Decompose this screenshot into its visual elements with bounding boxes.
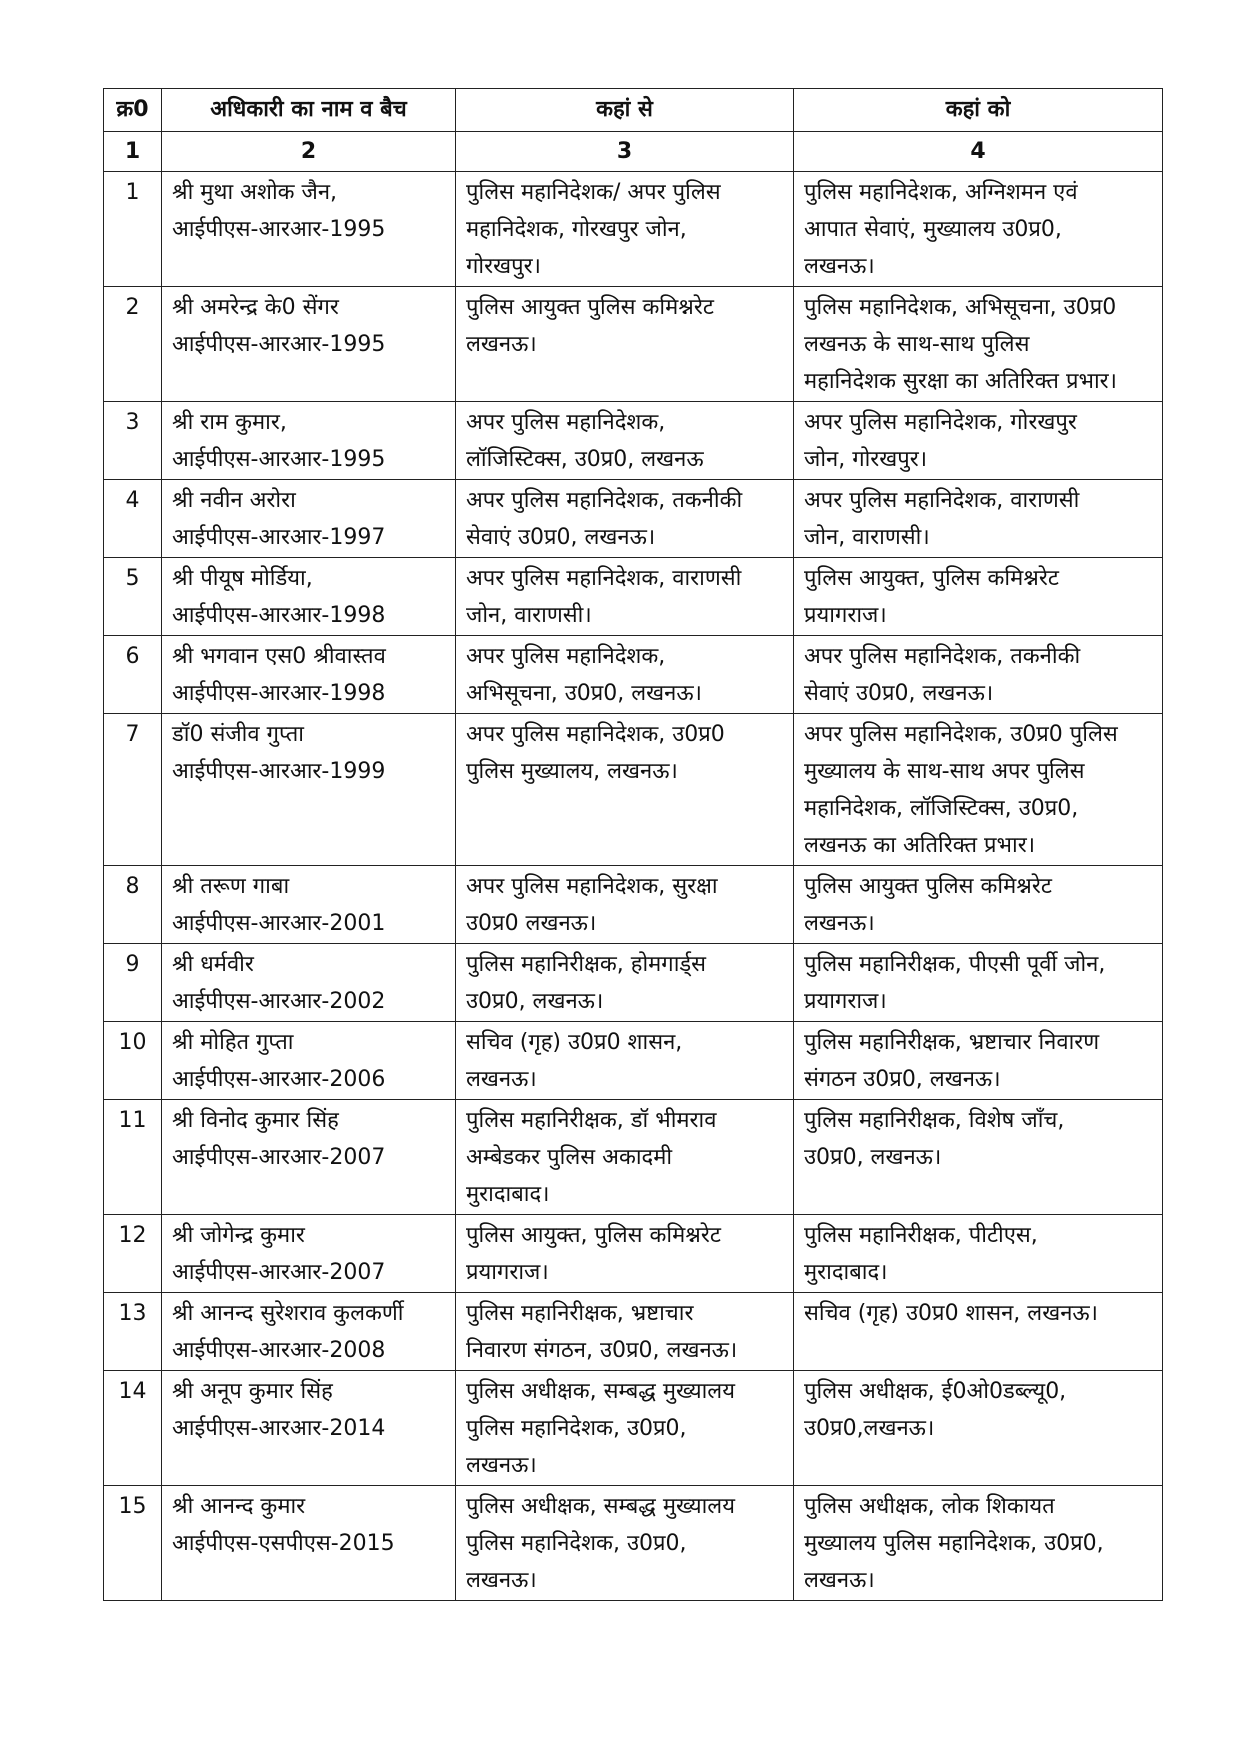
cell-text-line: अभिसूचना, उ0प्र0, लखनऊ।: [466, 681, 702, 706]
cell-text-line: प्रयागराज।: [804, 603, 887, 628]
officer-name-cell: [162, 866, 456, 944]
cell-text-line: आईपीएस-आरआर-1997: [172, 525, 386, 550]
document-page: [103, 88, 1162, 1601]
cell-text-line: श्री तरूण गाबा: [172, 874, 290, 899]
table-row: [104, 558, 1163, 636]
table-row: [104, 1371, 1163, 1486]
cell-text-line: पुलिस मुख्यालय, लखनऊ।: [466, 759, 678, 784]
cell-text-line: पुलिस आयुक्त पुलिस कमिश्नरेट: [804, 874, 1052, 899]
header-from: कहां से: [456, 89, 794, 132]
officer-name-cell: [162, 172, 456, 287]
cell-text-line: लॉजिस्टिक्स, उ0प्र0, लखनऊ: [466, 447, 704, 472]
from-posting-cell: [456, 1100, 794, 1215]
serial-number-cell: 14: [104, 1371, 162, 1486]
cell-text-line: महानिदेशक सुरक्षा का अतिरिक्त प्रभार।: [804, 369, 1117, 394]
from-posting-cell: [456, 714, 794, 866]
serial-number-cell: 2: [104, 287, 162, 402]
cell-text-line: उ0प्र0 लखनऊ।: [466, 911, 597, 936]
to-posting-cell: [794, 866, 1163, 944]
officer-name-cell: [162, 402, 456, 480]
table-row: [104, 480, 1163, 558]
header-row: [104, 89, 1163, 132]
from-posting-cell: [456, 480, 794, 558]
from-posting-cell: [456, 1215, 794, 1293]
cell-text-line: मुरादाबाद।: [804, 1260, 888, 1285]
cell-text-line: आईपीएस-आरआर-2007: [172, 1260, 386, 1285]
cell-text-line: लखनऊ के साथ-साथ पुलिस: [804, 332, 1030, 357]
from-posting-cell: [456, 866, 794, 944]
to-posting-cell: [794, 944, 1163, 1022]
officer-name-cell: [162, 714, 456, 866]
cell-text-line: डॉ0 संजीव गुप्ता: [172, 722, 304, 747]
cell-text-line: पुलिस महानिरीक्षक, पीटीएस,: [804, 1223, 1038, 1248]
cell-text-line: मुख्यालय के साथ-साथ अपर पुलिस: [804, 759, 1085, 784]
to-posting-cell: [794, 287, 1163, 402]
from-posting-cell: [456, 558, 794, 636]
from-posting-cell: [456, 402, 794, 480]
cell-text-line: श्री नवीन अरोरा: [172, 488, 296, 513]
cell-text-line: महानिदेशक, लॉजिस्टिक्स, उ0प्र0,: [804, 796, 1079, 821]
serial-number-cell: 7: [104, 714, 162, 866]
officer-name-cell: [162, 558, 456, 636]
cell-text-line: श्री आनन्द कुमार: [172, 1494, 306, 1519]
serial-number-cell: 10: [104, 1022, 162, 1100]
cell-text-line: श्री पीयूष मोर्डिया,: [172, 566, 313, 591]
column-number: 3: [456, 132, 794, 172]
to-posting-cell: [794, 558, 1163, 636]
cell-text-line: अपर पुलिस महानिदेशक,: [466, 644, 666, 669]
from-posting-cell: [456, 944, 794, 1022]
cell-text-line: लखनऊ।: [466, 1568, 537, 1593]
cell-text-line: पुलिस आयुक्त, पुलिस कमिश्नरेट: [466, 1223, 721, 1248]
officer-name-cell: [162, 1215, 456, 1293]
cell-text-line: आईपीएस-आरआर-2014: [172, 1416, 386, 1441]
cell-text-line: लखनऊ।: [466, 1067, 537, 1092]
to-posting-cell: [794, 1100, 1163, 1215]
to-posting-cell: [794, 1293, 1163, 1371]
cell-text-line: जोन, वाराणसी।: [804, 525, 930, 550]
cell-text-line: पुलिस आयुक्त, पुलिस कमिश्नरेट: [804, 566, 1059, 591]
cell-text-line: पुलिस महानिरीक्षक, पीएसी पूर्वी जोन,: [804, 952, 1106, 977]
officer-name-cell: [162, 287, 456, 402]
officer-name-cell: [162, 1100, 456, 1215]
to-posting-cell: [794, 402, 1163, 480]
from-posting-cell: [456, 287, 794, 402]
table-row: [104, 1486, 1163, 1601]
table-row: [104, 1293, 1163, 1371]
cell-text-line: अपर पुलिस महानिदेशक, वाराणसी: [466, 566, 742, 591]
cell-text-line: जोन, गोरखपुर।: [804, 447, 928, 472]
from-posting-cell: [456, 1022, 794, 1100]
from-posting-cell: [456, 172, 794, 287]
cell-text-line: उ0प्र0, लखनऊ।: [804, 1145, 942, 1170]
cell-text-line: पुलिस महानिरीक्षक, भ्रष्टाचार निवारण: [804, 1030, 1100, 1055]
cell-text-line: अपर पुलिस महानिदेशक, उ0प्र0: [466, 722, 725, 747]
serial-number-cell: 3: [104, 402, 162, 480]
column-number: 1: [104, 132, 162, 172]
from-posting-cell: [456, 1293, 794, 1371]
table-row: [104, 1100, 1163, 1215]
table-row: [104, 1215, 1163, 1293]
serial-number-cell: 9: [104, 944, 162, 1022]
cell-text-line: आईपीएस-आरआर-2008: [172, 1338, 386, 1363]
cell-text-line: उ0प्र0, लखनऊ।: [466, 989, 604, 1014]
cell-text-line: प्रयागराज।: [804, 989, 887, 1014]
header-to: कहां को: [794, 89, 1163, 132]
cell-text-line: पुलिस महानिरीक्षक, भ्रष्टाचार: [466, 1301, 694, 1326]
header-serial-number: क्र0: [104, 89, 162, 132]
cell-text-line: अपर पुलिस महानिदेशक, वाराणसी: [804, 488, 1080, 513]
serial-number-cell: 15: [104, 1486, 162, 1601]
cell-text-line: पुलिस अधीक्षक, सम्बद्ध मुख्यालय: [466, 1379, 735, 1404]
cell-text-line: गोरखपुर।: [466, 254, 541, 279]
table-row: [104, 287, 1163, 402]
table-row: [104, 944, 1163, 1022]
cell-text-line: आईपीएस-आरआर-2007: [172, 1145, 386, 1170]
to-posting-cell: [794, 1022, 1163, 1100]
cell-text-line: अपर पुलिस महानिदेशक, तकनीकी: [466, 488, 743, 513]
cell-text-line: पुलिस महानिदेशक, उ0प्र0,: [466, 1531, 687, 1556]
table-row: [104, 636, 1163, 714]
cell-text-line: श्री आनन्द सुरेशराव कुलकर्णी: [172, 1301, 404, 1326]
cell-text-line: पुलिस महानिदेशक, उ0प्र0,: [466, 1416, 687, 1441]
table-row: [104, 172, 1163, 287]
cell-text-line: आईपीएस-आरआर-1998: [172, 603, 386, 628]
serial-number-cell: 13: [104, 1293, 162, 1371]
cell-text-line: लखनऊ।: [804, 1568, 875, 1593]
column-number-row: [104, 132, 1163, 172]
cell-text-line: अपर पुलिस महानिदेशक, उ0प्र0 पुलिस: [804, 722, 1118, 747]
cell-text-line: आईपीएस-आरआर-1995: [172, 332, 386, 357]
cell-text-line: पुलिस महानिदेशक/ अपर पुलिस: [466, 180, 721, 205]
cell-text-line: पुलिस महानिरीक्षक, होमगार्ड्स: [466, 952, 707, 977]
cell-text-line: श्री मोहित गुप्ता: [172, 1030, 294, 1055]
cell-text-line: जोन, वाराणसी।: [466, 603, 592, 628]
cell-text-line: लखनऊ।: [466, 332, 537, 357]
serial-number-cell: 8: [104, 866, 162, 944]
serial-number-cell: 12: [104, 1215, 162, 1293]
cell-text-line: अपर पुलिस महानिदेशक, गोरखपुर: [804, 410, 1077, 435]
cell-text-line: आईपीएस-आरआर-2006: [172, 1067, 386, 1092]
cell-text-line: संगठन उ0प्र0, लखनऊ।: [804, 1067, 1001, 1092]
cell-text-line: श्री अनूप कुमार सिंह: [172, 1379, 333, 1404]
from-posting-cell: [456, 636, 794, 714]
cell-text-line: पुलिस महानिदेशक, अभिसूचना, उ0प्र0: [804, 295, 1117, 320]
to-posting-cell: [794, 172, 1163, 287]
serial-number-cell: 5: [104, 558, 162, 636]
header-officer-name-batch: अधिकारी का नाम व बैच: [162, 89, 456, 132]
officer-name-cell: [162, 1293, 456, 1371]
officer-name-cell: [162, 1022, 456, 1100]
cell-text-line: श्री धर्मवीर: [172, 952, 254, 977]
cell-text-line: मुरादाबाद।: [466, 1182, 550, 1207]
cell-text-line: सचिव (गृह) उ0प्र0 शासन, लखनऊ।: [804, 1301, 1099, 1326]
cell-text-line: आईपीएस-आरआर-1995: [172, 217, 386, 242]
serial-number-cell: 11: [104, 1100, 162, 1215]
from-posting-cell: [456, 1371, 794, 1486]
table-row: [104, 402, 1163, 480]
cell-text-line: सेवाएं उ0प्र0, लखनऊ।: [466, 525, 656, 550]
cell-text-line: पुलिस आयुक्त पुलिस कमिश्नरेट: [466, 295, 714, 320]
cell-text-line: श्री मुथा अशोक जैन,: [172, 180, 338, 205]
cell-text-line: अपर पुलिस महानिदेशक, सुरक्षा: [466, 874, 718, 899]
officer-name-cell: [162, 480, 456, 558]
to-posting-cell: [794, 1215, 1163, 1293]
from-posting-cell: [456, 1486, 794, 1601]
cell-text-line: श्री अमरेन्द्र के0 सेंगर: [172, 295, 339, 320]
serial-number-cell: 1: [104, 172, 162, 287]
cell-text-line: आईपीएस-आरआर-1998: [172, 681, 386, 706]
cell-text-line: अम्बेडकर पुलिस अकादमी: [466, 1145, 673, 1170]
cell-text-line: उ0प्र0,लखनऊ।: [804, 1416, 935, 1441]
cell-text-line: महानिदेशक, गोरखपुर जोन,: [466, 217, 687, 242]
to-posting-cell: [794, 1486, 1163, 1601]
cell-text-line: पुलिस महानिरीक्षक, डॉ भीमराव: [466, 1108, 717, 1133]
cell-text-line: प्रयागराज।: [466, 1260, 549, 1285]
cell-text-line: सेवाएं उ0प्र0, लखनऊ।: [804, 681, 994, 706]
cell-text-line: श्री भगवान एस0 श्रीवास्तव: [172, 644, 386, 669]
to-posting-cell: [794, 480, 1163, 558]
cell-text-line: लखनऊ।: [804, 254, 875, 279]
transfer-table: [103, 88, 1163, 1601]
serial-number-cell: 6: [104, 636, 162, 714]
cell-text-line: पुलिस अधीक्षक, लोक शिकायत: [804, 1494, 1055, 1519]
cell-text-line: मुख्यालय पुलिस महानिदेशक, उ0प्र0,: [804, 1531, 1104, 1556]
cell-text-line: निवारण संगठन, उ0प्र0, लखनऊ।: [466, 1338, 738, 1363]
cell-text-line: पुलिस महानिरीक्षक, विशेष जाँच,: [804, 1108, 1065, 1133]
serial-number-cell: 4: [104, 480, 162, 558]
cell-text-line: श्री राम कुमार,: [172, 410, 287, 435]
cell-text-line: आईपीएस-आरआर-1995: [172, 447, 386, 472]
column-number: 4: [794, 132, 1163, 172]
cell-text-line: आपात सेवाएं, मुख्यालय उ0प्र0,: [804, 217, 1062, 242]
officer-name-cell: [162, 636, 456, 714]
to-posting-cell: [794, 1371, 1163, 1486]
column-number: 2: [162, 132, 456, 172]
cell-text-line: लखनऊ।: [466, 1453, 537, 1478]
table-row: [104, 866, 1163, 944]
table-row: [104, 1022, 1163, 1100]
cell-text-line: लखनऊ।: [804, 911, 875, 936]
to-posting-cell: [794, 714, 1163, 866]
officer-name-cell: [162, 1486, 456, 1601]
table-row: [104, 714, 1163, 866]
officer-name-cell: [162, 944, 456, 1022]
cell-text-line: लखनऊ का अतिरिक्त प्रभार।: [804, 833, 1036, 858]
cell-text-line: श्री विनोद कुमार सिंह: [172, 1108, 339, 1133]
cell-text-line: आईपीएस-आरआर-2002: [172, 989, 386, 1014]
cell-text-line: आईपीएस-आरआर-1999: [172, 759, 386, 784]
cell-text-line: अपर पुलिस महानिदेशक, तकनीकी: [804, 644, 1081, 669]
to-posting-cell: [794, 636, 1163, 714]
cell-text-line: श्री जोगेन्द्र कुमार: [172, 1223, 305, 1248]
cell-text-line: पुलिस महानिदेशक, अग्निशमन एवं: [804, 180, 1078, 205]
cell-text-line: पुलिस अधीक्षक, ई0ओ0डब्ल्यू0,: [804, 1379, 1067, 1404]
cell-text-line: पुलिस अधीक्षक, सम्बद्ध मुख्यालय: [466, 1494, 735, 1519]
officer-name-cell: [162, 1371, 456, 1486]
cell-text-line: सचिव (गृह) उ0प्र0 शासन,: [466, 1030, 683, 1055]
cell-text-line: आईपीएस-एसपीएस-2015: [172, 1531, 395, 1556]
cell-text-line: अपर पुलिस महानिदेशक,: [466, 410, 666, 435]
cell-text-line: आईपीएस-आरआर-2001: [172, 911, 386, 936]
